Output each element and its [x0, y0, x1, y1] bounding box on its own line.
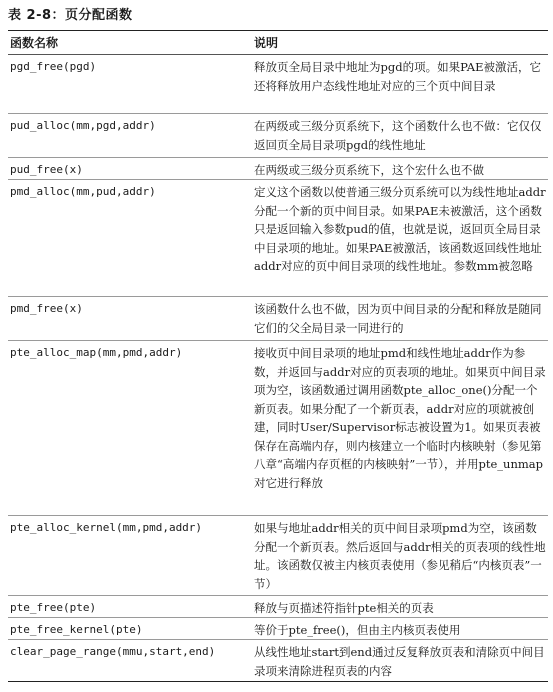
table-row [8, 297, 548, 341]
function-name: pte_free_kernel(pte) [10, 623, 143, 636]
table-row [8, 114, 548, 158]
function-name: pte_alloc_kernel(mm,pmd,addr) [10, 521, 203, 534]
header-function-name: 函数名称 [10, 36, 59, 50]
function-description: 定义这个函数以使普通三级分页系统可以为线性地址addr分配一个新的页中间目录。如果PAE未被激活，这个函数只是返回输入参数pud的值，也就是说，返回页全局目录中目录项的地址。如果PAE被激活，该函数返回线性地址addr对应的页中间目录项的线性地址。参数mm被忽略 [254, 185, 546, 273]
table-row [8, 341, 548, 516]
function-name: pmd_alloc(mm,pud,addr) [10, 185, 156, 198]
table-row [8, 158, 548, 180]
function-name: pte_alloc_map(mm,pmd,addr) [10, 346, 183, 359]
function-description: 从线性地址start到end通过反复释放页表和清除页中间目录项来清除进程页表的内容 [254, 645, 545, 678]
function-name: pte_free(pte) [10, 601, 97, 614]
function-description: 如果与地址addr相关的页中间目录项pmd为空，该函数分配一个新页表。然后返回与addr相关的页表项的线性地址。该函数仅被主内核页表使用（参见稍后“内核页表”一节） [254, 521, 546, 591]
function-description: 在两级或三级分页系统下，这个宏什么也不做 [254, 163, 484, 177]
table-caption: 表 2-8：页分配函数 [8, 8, 133, 23]
function-description: 释放与页描述符指针pte相关的页表 [254, 601, 434, 615]
function-name: pud_free(x) [10, 163, 83, 176]
function-name: pmd_free(x) [10, 302, 83, 315]
table-row [8, 618, 548, 640]
function-description: 等价于pte_free()，但由主内核页表使用 [254, 623, 461, 637]
table-row [8, 596, 548, 618]
function-description: 在两级或三级分页系统下，这个函数什么也不做：它仅仅返回页全局目录项pgd的线性地址 [254, 119, 542, 152]
function-name: clear_page_range(mmu,start,end) [10, 645, 216, 658]
table-header [8, 31, 548, 54]
table-row [8, 516, 548, 596]
table-row [8, 55, 548, 114]
table-row [8, 640, 548, 682]
table-row [8, 180, 548, 297]
function-description: 释放页全局目录中地址为pgd的项。如果PAE被激活，它还将释放用户态线性地址对应的三个页中间目录 [254, 60, 541, 93]
function-description: 接收页中间目录项的地址pmd和线性地址addr作为参数，并返回与addr对应的页表项的地址。如果页中间目录项为空，该函数通过调用函数pte_alloc_one()分配一个新页表。如果分配了一个新页表，addr对应的项就被创建，同时User/Supervisor标志被设置为1。如果页表被保存在高端内存，则内核建立一个临时内核映射（参见第八章“高端内存页框的内核映射”一节），并用pte_unmap对它进行释放 [254, 346, 546, 490]
function-name: pud_alloc(mm,pgd,addr) [10, 119, 156, 132]
page-allocation-table [8, 30, 548, 682]
function-name: pgd_free(pgd) [10, 60, 97, 73]
header-description: 说明 [254, 36, 279, 50]
function-description: 该函数什么也不做，因为页中间目录的分配和释放是随同它们的父全局目录一同进行的 [254, 302, 542, 335]
